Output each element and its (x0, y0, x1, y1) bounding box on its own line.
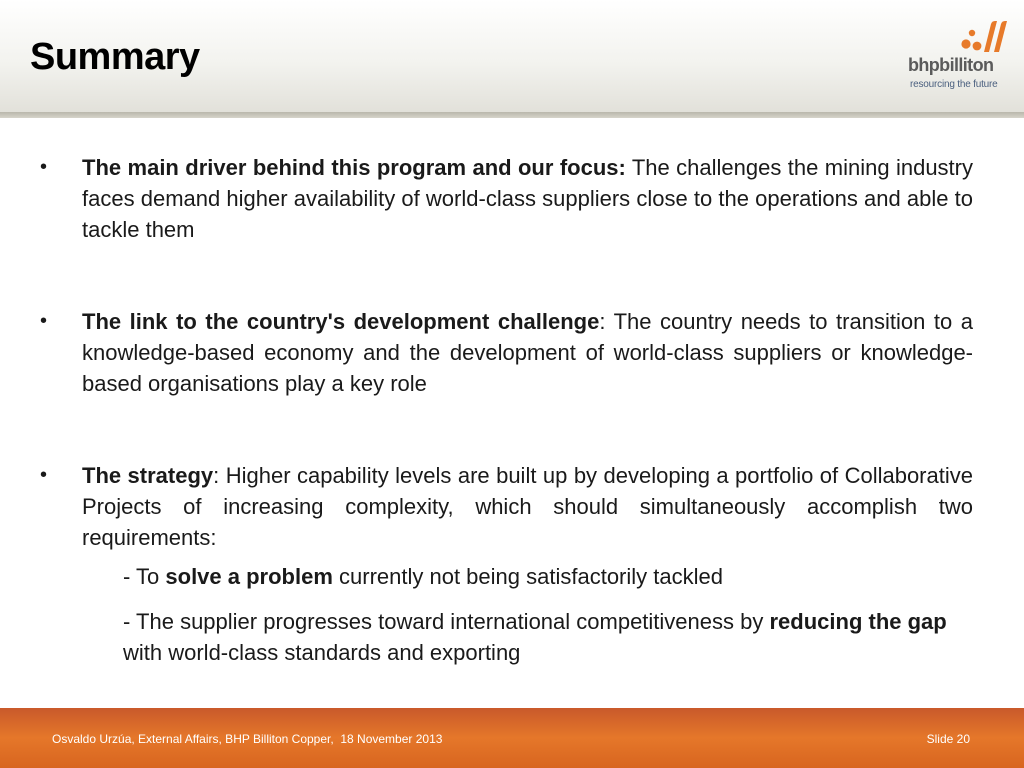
bullet-marker: • (40, 464, 48, 486)
footer-presenter-info: Osvaldo Urzúa, External Affairs, BHP Billiton Copper, 18 November 2013 (52, 732, 443, 746)
bullet-heading: The main driver behind this program and our focus: (82, 155, 626, 180)
slide-footer (0, 708, 1024, 768)
slide-header (0, 0, 1024, 112)
bullet-text: The challenges the mining industry faces demand higher availability of world-class suppliers close to the operations and able to tackle them (82, 155, 973, 242)
strategy-requirements (38, 561, 973, 668)
bullet-text: : Higher capability levels are built up by developing a portfolio of Collaborative Projects of increasing complexity, which should simultaneously accomplish two requirements: (82, 463, 973, 550)
requirement-text: with world-class standards and exporting (123, 640, 521, 665)
bullet-marker: • (40, 156, 48, 178)
requirement-emphasis: reducing the gap (769, 609, 947, 634)
bullet-development-challenge (38, 306, 973, 399)
header-divider (0, 112, 1024, 118)
slide-body (38, 152, 973, 668)
slide-number: Slide 20 (926, 732, 970, 746)
requirement-emphasis: solve a problem (165, 564, 333, 589)
requirement-prefix: - To (123, 564, 166, 589)
bullet-marker: • (40, 310, 48, 332)
bullet-main-driver (38, 152, 973, 245)
bullet-heading: The strategy (82, 463, 214, 488)
logo-wordmark: bhpbilliton (908, 55, 994, 75)
bullet-heading: The link to the country's development challenge (82, 309, 600, 334)
company-logo (908, 20, 1008, 96)
bullet-strategy (38, 460, 973, 553)
requirement-item (123, 606, 973, 668)
logo-tagline: resourcing the future (910, 79, 998, 90)
requirement-item (123, 561, 973, 592)
requirement-prefix: - The supplier progresses toward international competitiveness by (123, 609, 770, 634)
slide-title: Summary (30, 36, 200, 78)
bullet-text: : The country needs to transition to a knowledge-based economy and the development of world-class suppliers or knowledge-based organisations play a key role (82, 309, 973, 396)
requirement-text: currently not being satisfactorily tackled (332, 564, 723, 589)
bhp-logo-icon (960, 20, 1008, 54)
